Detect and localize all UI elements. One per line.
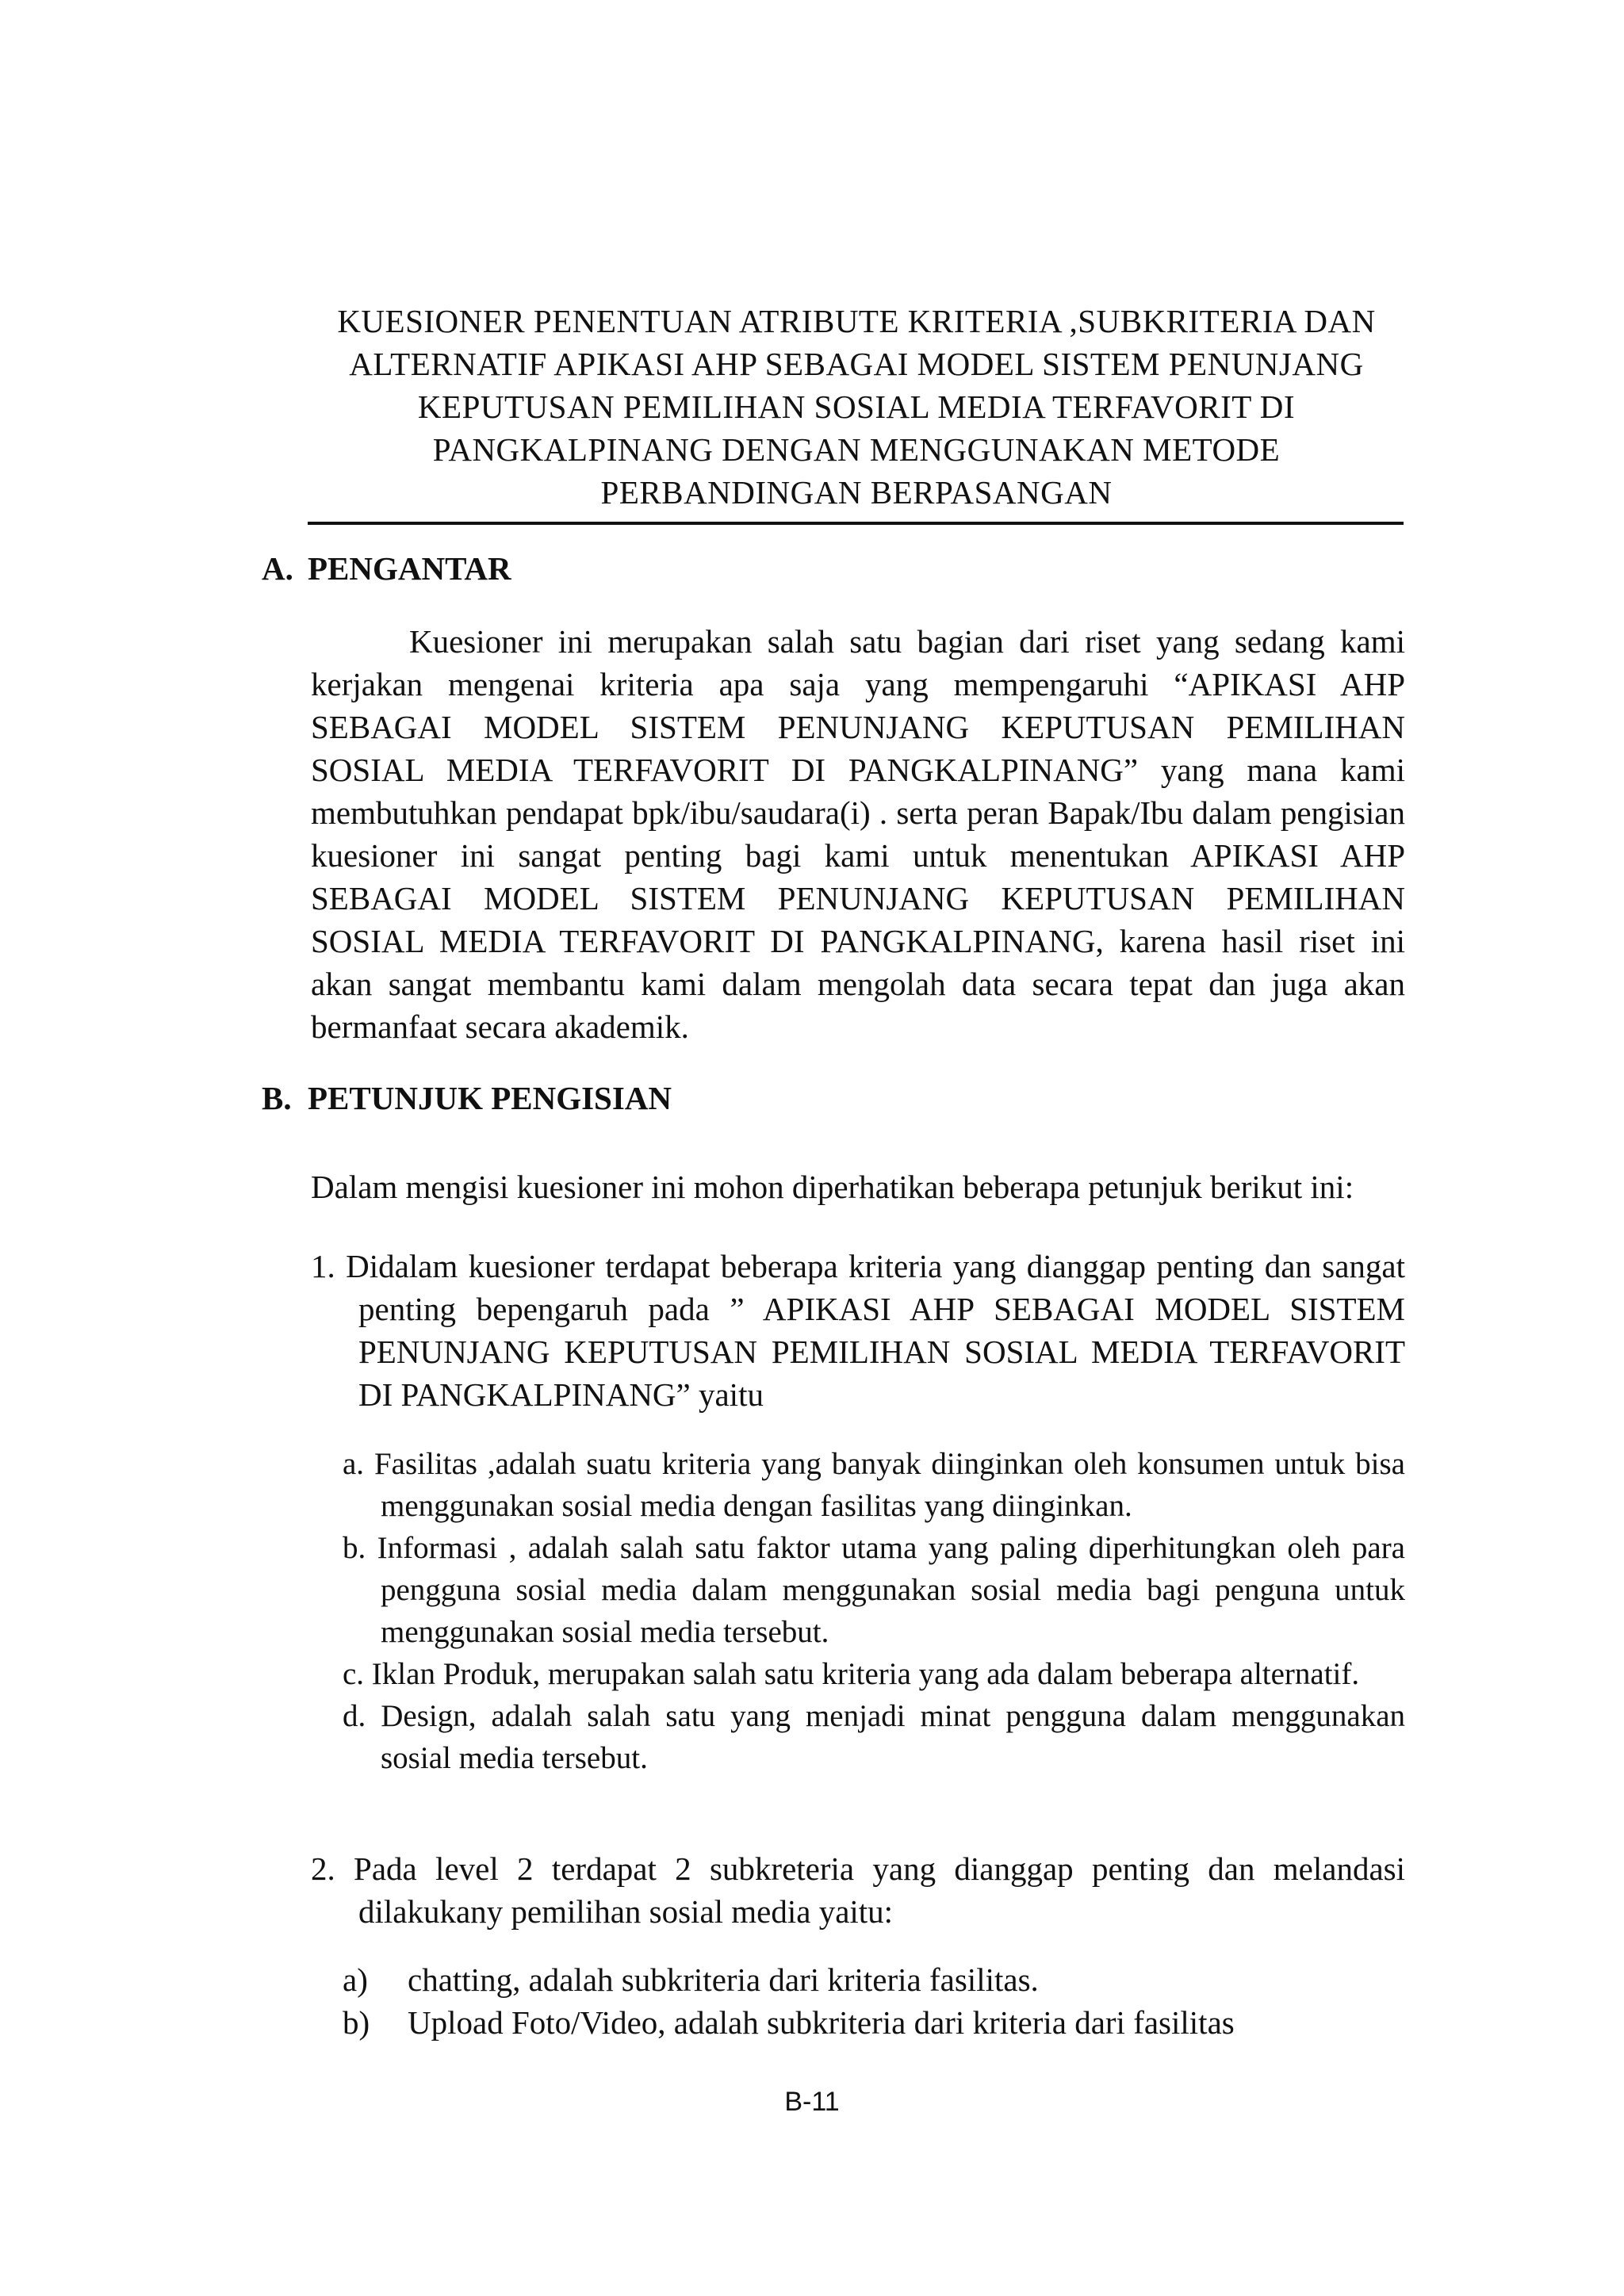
title-line: KUESIONER PENENTUAN ATRIBUTE KRITERIA ,SUBKRITERIA DAN <box>337 303 1376 339</box>
list-marker: a) <box>343 1961 368 1998</box>
section-letter: B. <box>262 1080 292 1116</box>
instructions-intro: Dalam mengisi kuesioner ini mohon diperhatikan beberapa petunjuk berikut ini: <box>311 1169 1354 1205</box>
criteria-list <box>343 1443 1405 1779</box>
subcriteria-item <box>343 2001 1405 2044</box>
intro-paragraph: Kuesioner ini merupakan salah satu bagian dari riset yang sedang kami kerjakan mengenai kriteria apa saja yang mempengaruhi “APIKASI AHP SEBAGAI MODEL SISTEM PENUNJANG KEPUTUSAN PEMILIHAN SOSIAL MEDIA TERFAVORIT DI PANGKALPINANG” yang mana kami membutuhkan pendapat bpk/ibu/saudara(i) . serta peran Bapak/Ibu dalam pengisian kuesioner ini sangat penting bagi kami untuk menentukan APIKASI AHP SEBAGAI MODEL SISTEM PENUNJANG KEPUTUSAN PEMILIHAN SOSIAL MEDIA TERFAVORIT DI PANGKALPINANG, karena hasil riset ini akan sangat membantu kami dalam mengolah data secara tepat dan juga akan bermanfaat secara akademik. <box>311 623 1405 1045</box>
title-line: PANGKALPINANG DENGAN MENGGUNAKAN METODE <box>432 431 1281 468</box>
title-divider <box>308 522 1404 525</box>
section-title: PENGANTAR <box>308 550 511 587</box>
subcriteria-list <box>343 1958 1405 2044</box>
section-letter: A. <box>262 550 293 587</box>
page-number: B-11 <box>784 2087 840 2117</box>
list-item: 2. Pada level 2 terdapat 2 subkreteria yang dianggap penting dan melandasi dilakukany pemilihan sosial media yaitu: <box>311 1850 1405 1930</box>
title-line: KEPUTUSAN PEMILIHAN SOSIAL MEDIA TERFAVORIT DI <box>417 388 1296 425</box>
instruction-item-1 <box>311 1245 1405 1416</box>
title-line: ALTERNATIF APIKASI AHP SEBAGAI MODEL SISTEM PENUNJANG <box>349 346 1364 382</box>
subcriteria-text: chatting, adalah subkriteria dari kriteria fasilitas. <box>408 1961 1039 1998</box>
list-item: 1. Didalam kuesioner terdapat beberapa kriteria yang dianggap penting dan sangat penting bepengaruh pada ” APIKASI AHP SEBAGAI MODEL SISTEM PENUNJANG KEPUTUSAN PEMILIHAN SOSIAL MEDIA TERFAVORIT DI PANGKALPINANG” yaitu <box>311 1248 1405 1413</box>
title-line: PERBANDINGAN BERPASANGAN <box>600 474 1113 511</box>
section-title: PETUNJUK PENGISIAN <box>308 1080 672 1116</box>
instruction-item-2 <box>311 1847 1405 1933</box>
list-marker: b) <box>343 2004 370 2041</box>
criteria-item: a. Fasilitas ,adalah suatu kriteria yang banyak diinginkan oleh konsumen untuk bisa menggunakan sosial media dengan fasilitas yang diinginkan. <box>343 1447 1405 1523</box>
subcriteria-item <box>343 1958 1405 2001</box>
subcriteria-text: Upload Foto/Video, adalah subkriteria dari kriteria dari fasilitas <box>408 2004 1235 2041</box>
criteria-item: b. Informasi , adalah salah satu faktor utama yang paling diperhitungkan oleh para pengguna sosial media dalam menggunakan sosial media bagi penguna untuk menggunakan sosial media tersebut. <box>343 1531 1405 1649</box>
criteria-item: c. Iklan Produk, merupakan salah satu kriteria yang ada dalam beberapa alternatif. <box>343 1657 1360 1691</box>
criteria-item: d. Design, adalah salah satu yang menjadi minat pengguna dalam menggunakan sosial media tersebut. <box>343 1699 1405 1775</box>
document-title <box>301 300 1411 514</box>
